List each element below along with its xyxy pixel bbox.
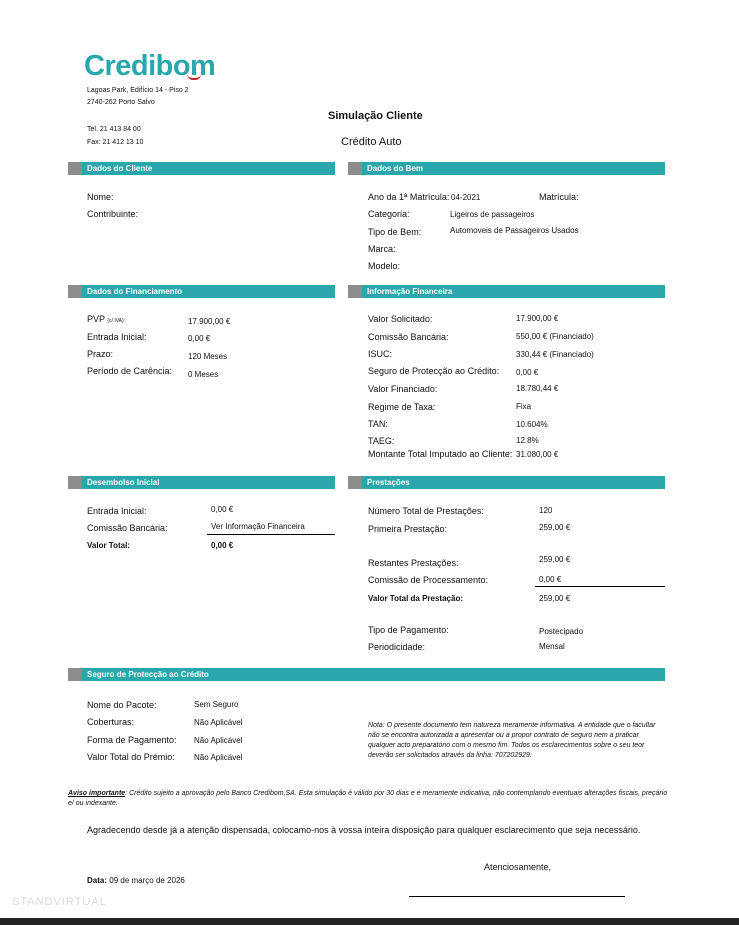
- categoria-value: Ligeiros de passageiros: [450, 210, 535, 219]
- regime-taxa-value: Fixa: [516, 402, 532, 411]
- agradecimento: Agradecendo desde já a atenção dispensada, colocamo-nos à vossa inteira disposição para qualquer esclarecimento que seja necessário.: [87, 825, 641, 835]
- aviso-label: Aviso importante: [68, 790, 126, 797]
- logo-text: Credibom: [84, 50, 216, 82]
- valor-total-prestacao-label: Valor Total da Prestação:: [368, 594, 463, 603]
- taeg-value: 12.8%: [516, 436, 539, 445]
- coberturas-value: Não Aplicável: [194, 718, 243, 727]
- restantes-prestacoes-value: 259,00 €: [539, 555, 571, 564]
- nome-label: Nome:: [87, 192, 114, 202]
- carencia-label: Período de Carência:: [87, 366, 173, 376]
- valor-total-prestacao-value: 259,00 €: [539, 594, 571, 603]
- data-label: Data:: [87, 876, 108, 885]
- section-informacao-financeira: Informação Financeira: [348, 285, 665, 298]
- desembolso-entrada-label: Entrada Inicial:: [87, 506, 147, 516]
- section-prestacoes: Prestações: [348, 476, 665, 489]
- address-line-2: 2740-262 Porto Salvo: [87, 99, 155, 106]
- restantes-prestacoes-label: Restantes Prestações:: [368, 558, 459, 568]
- seguro-protecao-value: 0,00 €: [516, 368, 539, 377]
- primeira-prestacao-value: 259,00 €: [539, 523, 571, 532]
- ano-value: 04-2021: [451, 193, 481, 202]
- aviso-importante: [68, 789, 668, 809]
- tipo-bem-value: Automoveis de Passageiros Usados: [450, 226, 579, 235]
- desembolso-total-value: 0,00 €: [211, 541, 234, 550]
- address-line-1: Lagoas Park, Edifício 14 - Piso 2: [87, 87, 189, 94]
- section-dados-cliente: Dados do Cliente: [68, 162, 335, 175]
- entrada-inicial-value: 0,00 €: [188, 334, 211, 343]
- regime-taxa-label: Regime de Taxa:: [368, 402, 436, 412]
- phone: Tel. 21 413 84 00: [87, 126, 141, 133]
- premio-label: Valor Total do Prémio:: [87, 752, 175, 762]
- pacote-label: Nome do Pacote:: [87, 700, 157, 710]
- ano-label: Ano da 1ª Matrícula:: [368, 192, 450, 202]
- credibom-logo: [84, 50, 215, 83]
- section-seguro-protecao: Seguro de Protecção ao Crédito: [68, 668, 665, 681]
- pvp-label: PVP (c/ IVA):: [87, 314, 126, 324]
- page-title: Simulação Cliente: [328, 110, 423, 122]
- mtic-label: Montante Total Imputado ao Cliente:: [368, 449, 513, 459]
- prazo-value: 120 Meses: [188, 352, 228, 361]
- desembolso-entrada-value: 0,00 €: [211, 505, 234, 514]
- periodicidade-label: Periodicidade:: [368, 642, 426, 652]
- aviso-text: : Crédito sujeito a aprovação pelo Banco Credibom,SA. Esta simulação é válido por 30 dias e é meramente indicativa, não contemplando eventuais alterações fiscais, preçário e/ ou indexante.: [68, 790, 668, 807]
- section-dados-bem: Dados do Bem: [348, 162, 665, 175]
- page-subtitle: Crédito Auto: [341, 136, 402, 148]
- numero-prestacoes-value: 120: [539, 506, 553, 515]
- periodicidade-value: Mensal: [539, 642, 565, 651]
- prestacoes-divider: [535, 586, 665, 587]
- valor-solicitado-value: 17.900,00 €: [516, 314, 559, 323]
- comissao-processamento-value: 0,00 €: [539, 575, 562, 584]
- seguro-note: Nota: O presente documento tem natureza meramente informativa. A entidade que o facultar não se encontra autorizada a apresentar ou a propor contrato de seguro nem a praticar qualquer acto preparatório com o mesmo fim. Todos os esclarecimentos sobre o seu teor deverão ser solicitados através da linha: 707202929.: [368, 722, 656, 759]
- section-desembolso-inicial: Desembolso Inicial: [68, 476, 335, 489]
- section-dados-financiamento: Dados do Financiamento: [68, 285, 335, 298]
- desembolso-comissao-label: Comissão Bancária:: [87, 523, 168, 533]
- premio-value: Não Aplicável: [194, 753, 243, 762]
- comissao-bancaria-label: Comissão Bancária:: [368, 332, 449, 342]
- primeira-prestacao-label: Primeira Prestação:: [368, 524, 448, 534]
- tan-value: 10.604%: [516, 420, 548, 429]
- tipo-bem-label: Tipo de Bem:: [368, 227, 422, 237]
- marca-label: Marca:: [368, 244, 396, 254]
- modelo-label: Modelo:: [368, 261, 401, 271]
- prazo-label: Prazo:: [87, 349, 114, 359]
- data-value: 09 de março de 2026: [109, 876, 185, 885]
- atenciosamente: Atenciosamente,: [484, 862, 552, 872]
- desembolso-comissao-value: Ver Informação Financeira: [211, 522, 305, 531]
- desembolso-total-label: Valor Total:: [87, 541, 130, 550]
- entrada-inicial-label: Entrada Inicial:: [87, 332, 147, 342]
- tipo-pagamento-value: Postecipado: [539, 627, 584, 636]
- matricula-label: Matrícula:: [539, 192, 579, 202]
- categoria-label: Categoria:: [368, 209, 410, 219]
- valor-financiado-value: 18.780,44 €: [516, 384, 559, 393]
- forma-pagamento-value: Não Aplicável: [194, 736, 243, 745]
- comissao-processamento-label: Comissão de Processamento:: [368, 575, 489, 585]
- taeg-label: TAEG:: [368, 436, 395, 446]
- data-line: [87, 876, 185, 885]
- forma-pagamento-label: Forma de Pagamento:: [87, 735, 177, 745]
- pvp-value: 17.900,00 €: [188, 317, 231, 326]
- numero-prestacoes-label: Número Total de Prestações:: [368, 506, 484, 516]
- fax: Fax: 21 412 13 10: [87, 139, 144, 146]
- comissao-bancaria-value: 550,00 € (Financiado): [516, 332, 594, 341]
- valor-solicitado-label: Valor Solicitado:: [368, 314, 433, 324]
- desembolso-divider: [207, 534, 335, 535]
- carencia-value: 0 Meses: [188, 370, 219, 379]
- isuc-value: 330,44 € (Financiado): [516, 350, 594, 359]
- valor-financiado-label: Valor Financiado:: [368, 384, 438, 394]
- signature-line: [409, 896, 625, 897]
- seguro-protecao-label: Seguro de Protecção ao Crédito:: [368, 366, 500, 376]
- mtic-value: 31.080,00 €: [516, 450, 559, 459]
- tipo-pagamento-label: Tipo de Pagamento:: [368, 625, 449, 635]
- footer-bar: [0, 918, 739, 925]
- contribuinte-label: Contribuinte:: [87, 209, 139, 219]
- tan-label: TAN:: [368, 419, 388, 429]
- pacote-value: Sem Seguro: [194, 700, 239, 709]
- standvirtual-watermark: STANDVIRTUAL: [12, 896, 107, 908]
- coberturas-label: Coberturas:: [87, 717, 135, 727]
- isuc-label: ISUC:: [368, 349, 393, 359]
